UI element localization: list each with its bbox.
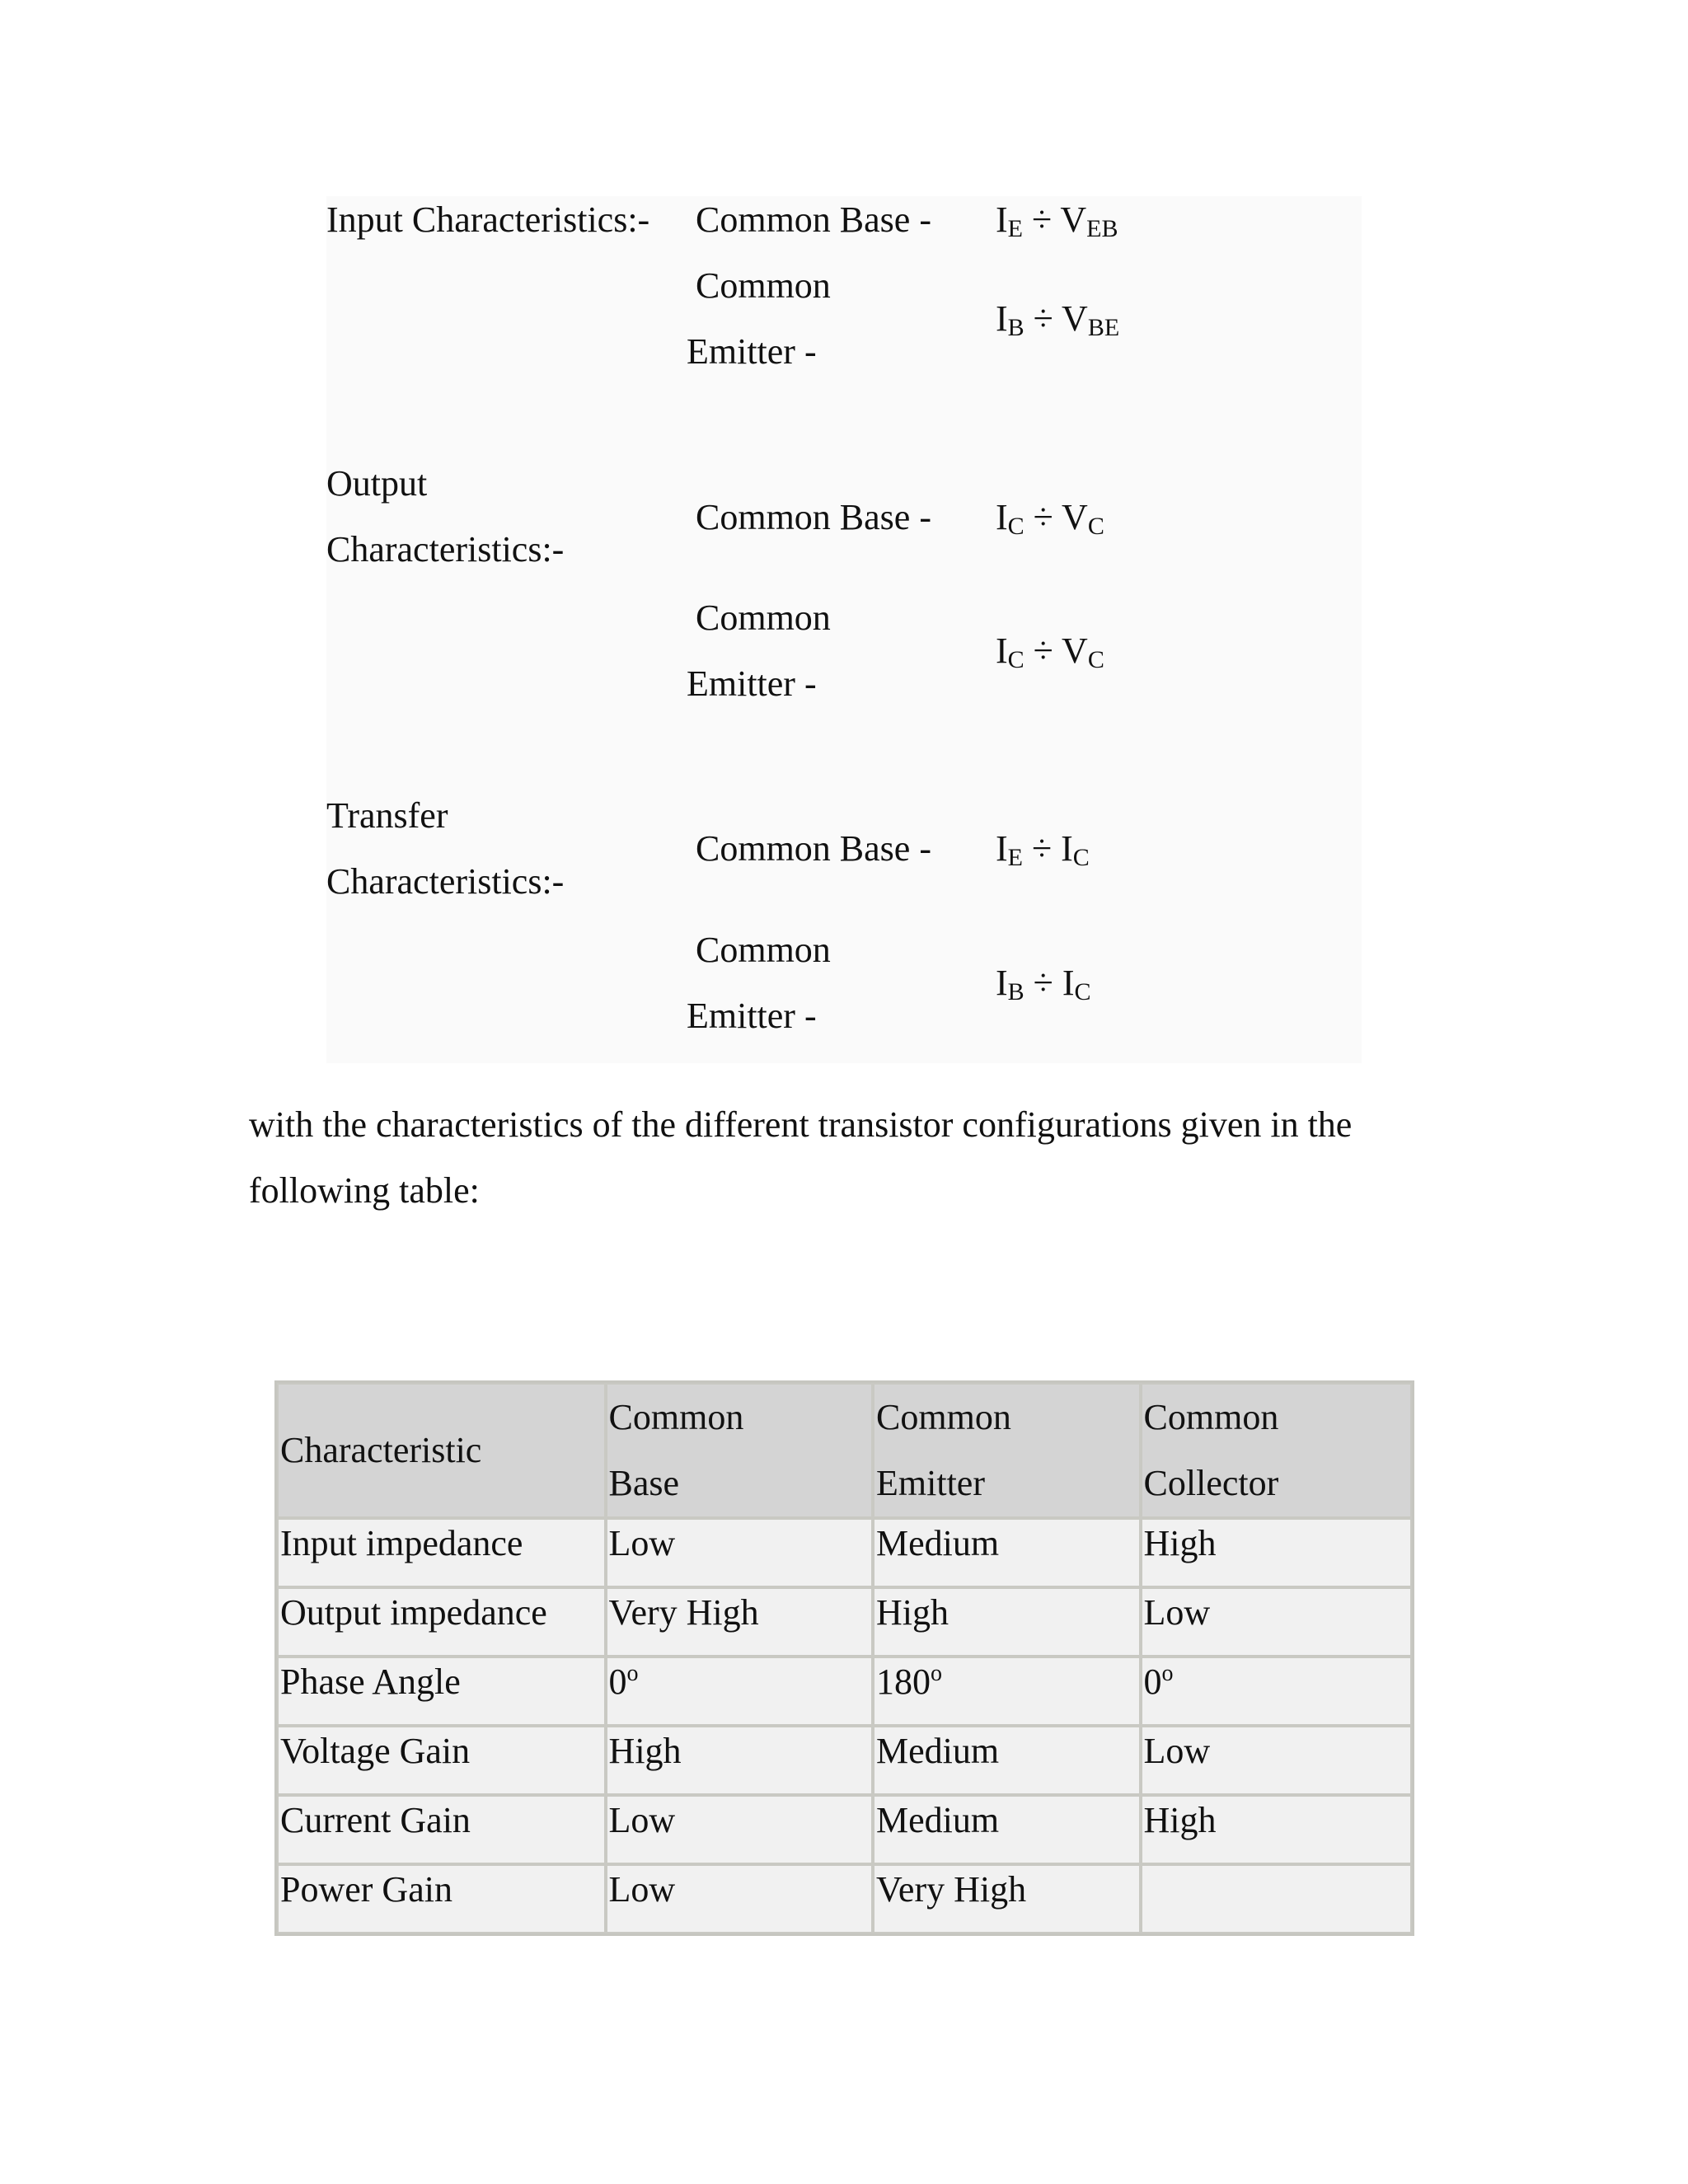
table-header-row xyxy=(277,1383,1412,1518)
input-cb-relation: $I_E \div V_{EB}$ xyxy=(996,199,1118,242)
table-row xyxy=(277,1518,1412,1587)
output-cb-relation: $I_C \div V_C$ xyxy=(996,497,1104,540)
header-characteristic: Characteristic xyxy=(277,1383,606,1518)
header-common-emitter: Common Emitter xyxy=(873,1383,1140,1518)
output-characteristics-label-line1: Output xyxy=(326,463,428,504)
degree-symbol: o xyxy=(626,1661,639,1686)
input-cb-config: Common Base - xyxy=(696,199,931,240)
transfer-ce-relation: $I_B \div I_C$ xyxy=(996,963,1091,1005)
degree-symbol: o xyxy=(1161,1661,1174,1686)
table-cell: 180$^o$ xyxy=(873,1657,1140,1726)
characteristics-block xyxy=(326,196,1362,1063)
table-cell: Very High xyxy=(873,1864,1140,1933)
output-ce-config-line2: Emitter - xyxy=(687,663,817,704)
table-cell: High xyxy=(1141,1795,1412,1864)
table-cell: Medium xyxy=(873,1518,1140,1587)
transfer-ce-config-line1: Common xyxy=(696,930,831,970)
table-cell: 0$^o$ xyxy=(1141,1657,1412,1726)
transfer-characteristics-label-line2: Characteristics:- xyxy=(326,861,565,902)
table-cell: Low xyxy=(606,1518,873,1587)
output-cb-config: Common Base - xyxy=(696,497,931,537)
table-cell: Power Gain xyxy=(277,1864,606,1933)
output-ce-relation: $I_C \div V_C$ xyxy=(996,630,1104,673)
table-cell: Low xyxy=(1141,1587,1412,1657)
table-cell: Voltage Gain xyxy=(277,1726,606,1795)
table-row xyxy=(277,1795,1412,1864)
table-cell: High xyxy=(1141,1518,1412,1587)
table-cell: High xyxy=(873,1587,1140,1657)
transfer-characteristics-label-line1: Transfer xyxy=(326,795,448,836)
output-characteristics-label-line2: Characteristics:- xyxy=(326,529,565,569)
input-ce-config-line2: Emitter - xyxy=(687,331,817,372)
transfer-cb-config: Common Base - xyxy=(696,828,931,869)
table-cell: Medium xyxy=(873,1795,1140,1864)
transfer-ce-config-line2: Emitter - xyxy=(687,996,817,1036)
input-characteristics-label: Input Characteristics:- xyxy=(326,199,650,240)
table-cell: Very High xyxy=(606,1587,873,1657)
table-cell: Current Gain xyxy=(277,1795,606,1864)
table-row xyxy=(277,1657,1412,1726)
header-common-base: Common Base xyxy=(606,1383,873,1518)
transfer-cb-relation: $I_E \div I_C$ xyxy=(996,828,1090,871)
table-cell: Low xyxy=(606,1795,873,1864)
configuration-table xyxy=(274,1380,1414,1936)
table-cell xyxy=(1141,1864,1412,1933)
input-ce-relation: $I_B \div V_{BE}$ xyxy=(996,298,1120,341)
table-cell: Input impedance xyxy=(277,1518,606,1587)
table-row xyxy=(277,1726,1412,1795)
intro-paragraph: with the characteristics of the different transistor configurations given in the following table: xyxy=(249,1104,1353,1211)
table-row xyxy=(277,1864,1412,1933)
table-cell: Output impedance xyxy=(277,1587,606,1657)
table-row xyxy=(277,1587,1412,1657)
table-cell: Phase Angle xyxy=(277,1657,606,1726)
table-cell: Low xyxy=(1141,1726,1412,1795)
input-ce-config-line1: Common xyxy=(696,265,831,306)
table-cell: Low xyxy=(606,1864,873,1933)
output-ce-config-line1: Common xyxy=(696,598,831,638)
table-cell: Medium xyxy=(873,1726,1140,1795)
table-cell: High xyxy=(606,1726,873,1795)
table-cell: 0$^o$ xyxy=(606,1657,873,1726)
header-common-collector: Common Collector xyxy=(1141,1383,1412,1518)
degree-symbol: o xyxy=(931,1661,943,1686)
